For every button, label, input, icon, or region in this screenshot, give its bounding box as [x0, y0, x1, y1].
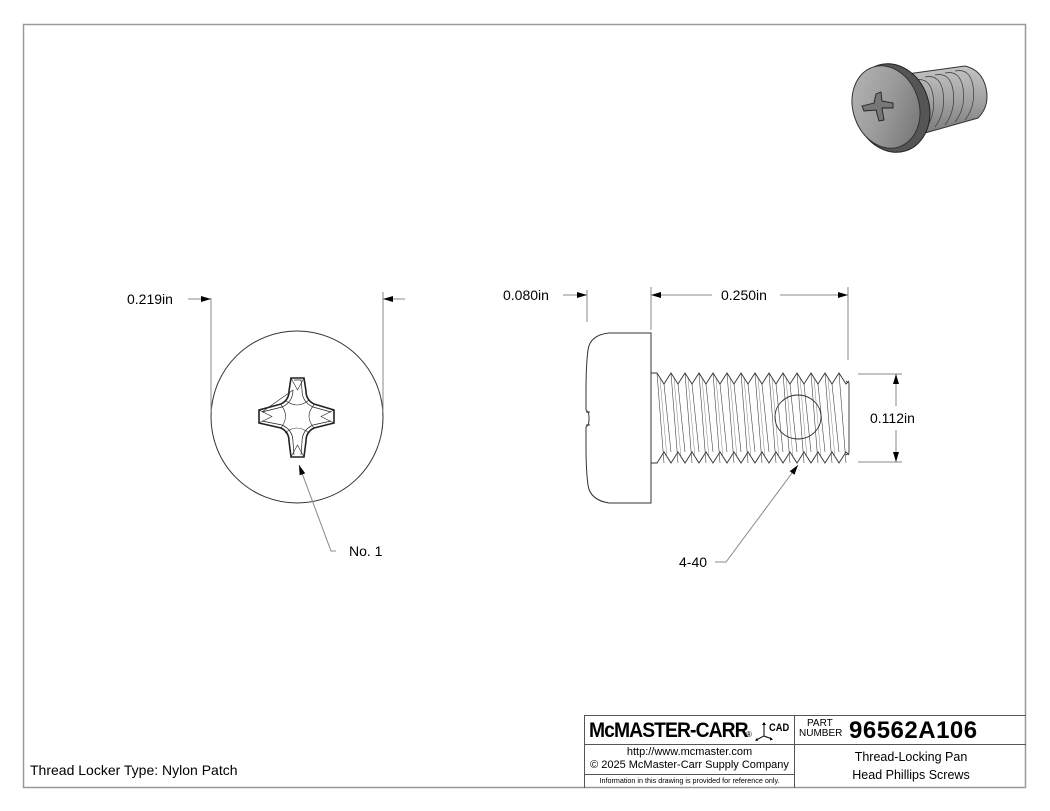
head-profile: [586, 333, 651, 503]
nylon-patch-indicator: [775, 395, 821, 439]
thread-size-callout: 4-40: [679, 554, 708, 570]
head-outline: [211, 331, 383, 503]
head-height-dimension: 0.080in: [503, 287, 549, 303]
cad-mark: CAD: [769, 722, 790, 734]
brand-logo: [589, 718, 794, 744]
company-info: [585, 746, 794, 772]
title-block: [584, 715, 1026, 788]
thread-profile: [651, 373, 849, 463]
side-view: [563, 287, 902, 562]
phillips-recess-icon: [259, 378, 334, 457]
part-number-label: PART NUMBER: [799, 718, 843, 739]
thread-locker-note: Thread Locker Type: Nylon Patch: [30, 762, 238, 778]
part-description: Thread-Locking Pan Head Phillips Screws: [852, 750, 970, 782]
title-block-divider: [585, 774, 794, 775]
brand-name: McMASTER-CARR: [589, 719, 748, 742]
drive-size-callout: No. 1: [349, 543, 383, 559]
copyright-text: © 2025 McMaster-Carr Supply Company: [590, 759, 789, 771]
iso-screw-rendering: [842, 54, 987, 162]
disclaimer-text: Information in this drawing is provided for reference only.: [599, 776, 780, 785]
front-view: [188, 292, 405, 551]
thread-diameter-dimension: 0.112in: [870, 410, 915, 426]
registered-mark: ®: [746, 730, 752, 739]
head-diameter-dimension: 0.219in: [127, 291, 173, 307]
length-dimension: 0.250in: [721, 287, 767, 303]
part-number: 96562A106: [849, 717, 978, 744]
company-url: http://www.mcmaster.com: [626, 746, 753, 758]
